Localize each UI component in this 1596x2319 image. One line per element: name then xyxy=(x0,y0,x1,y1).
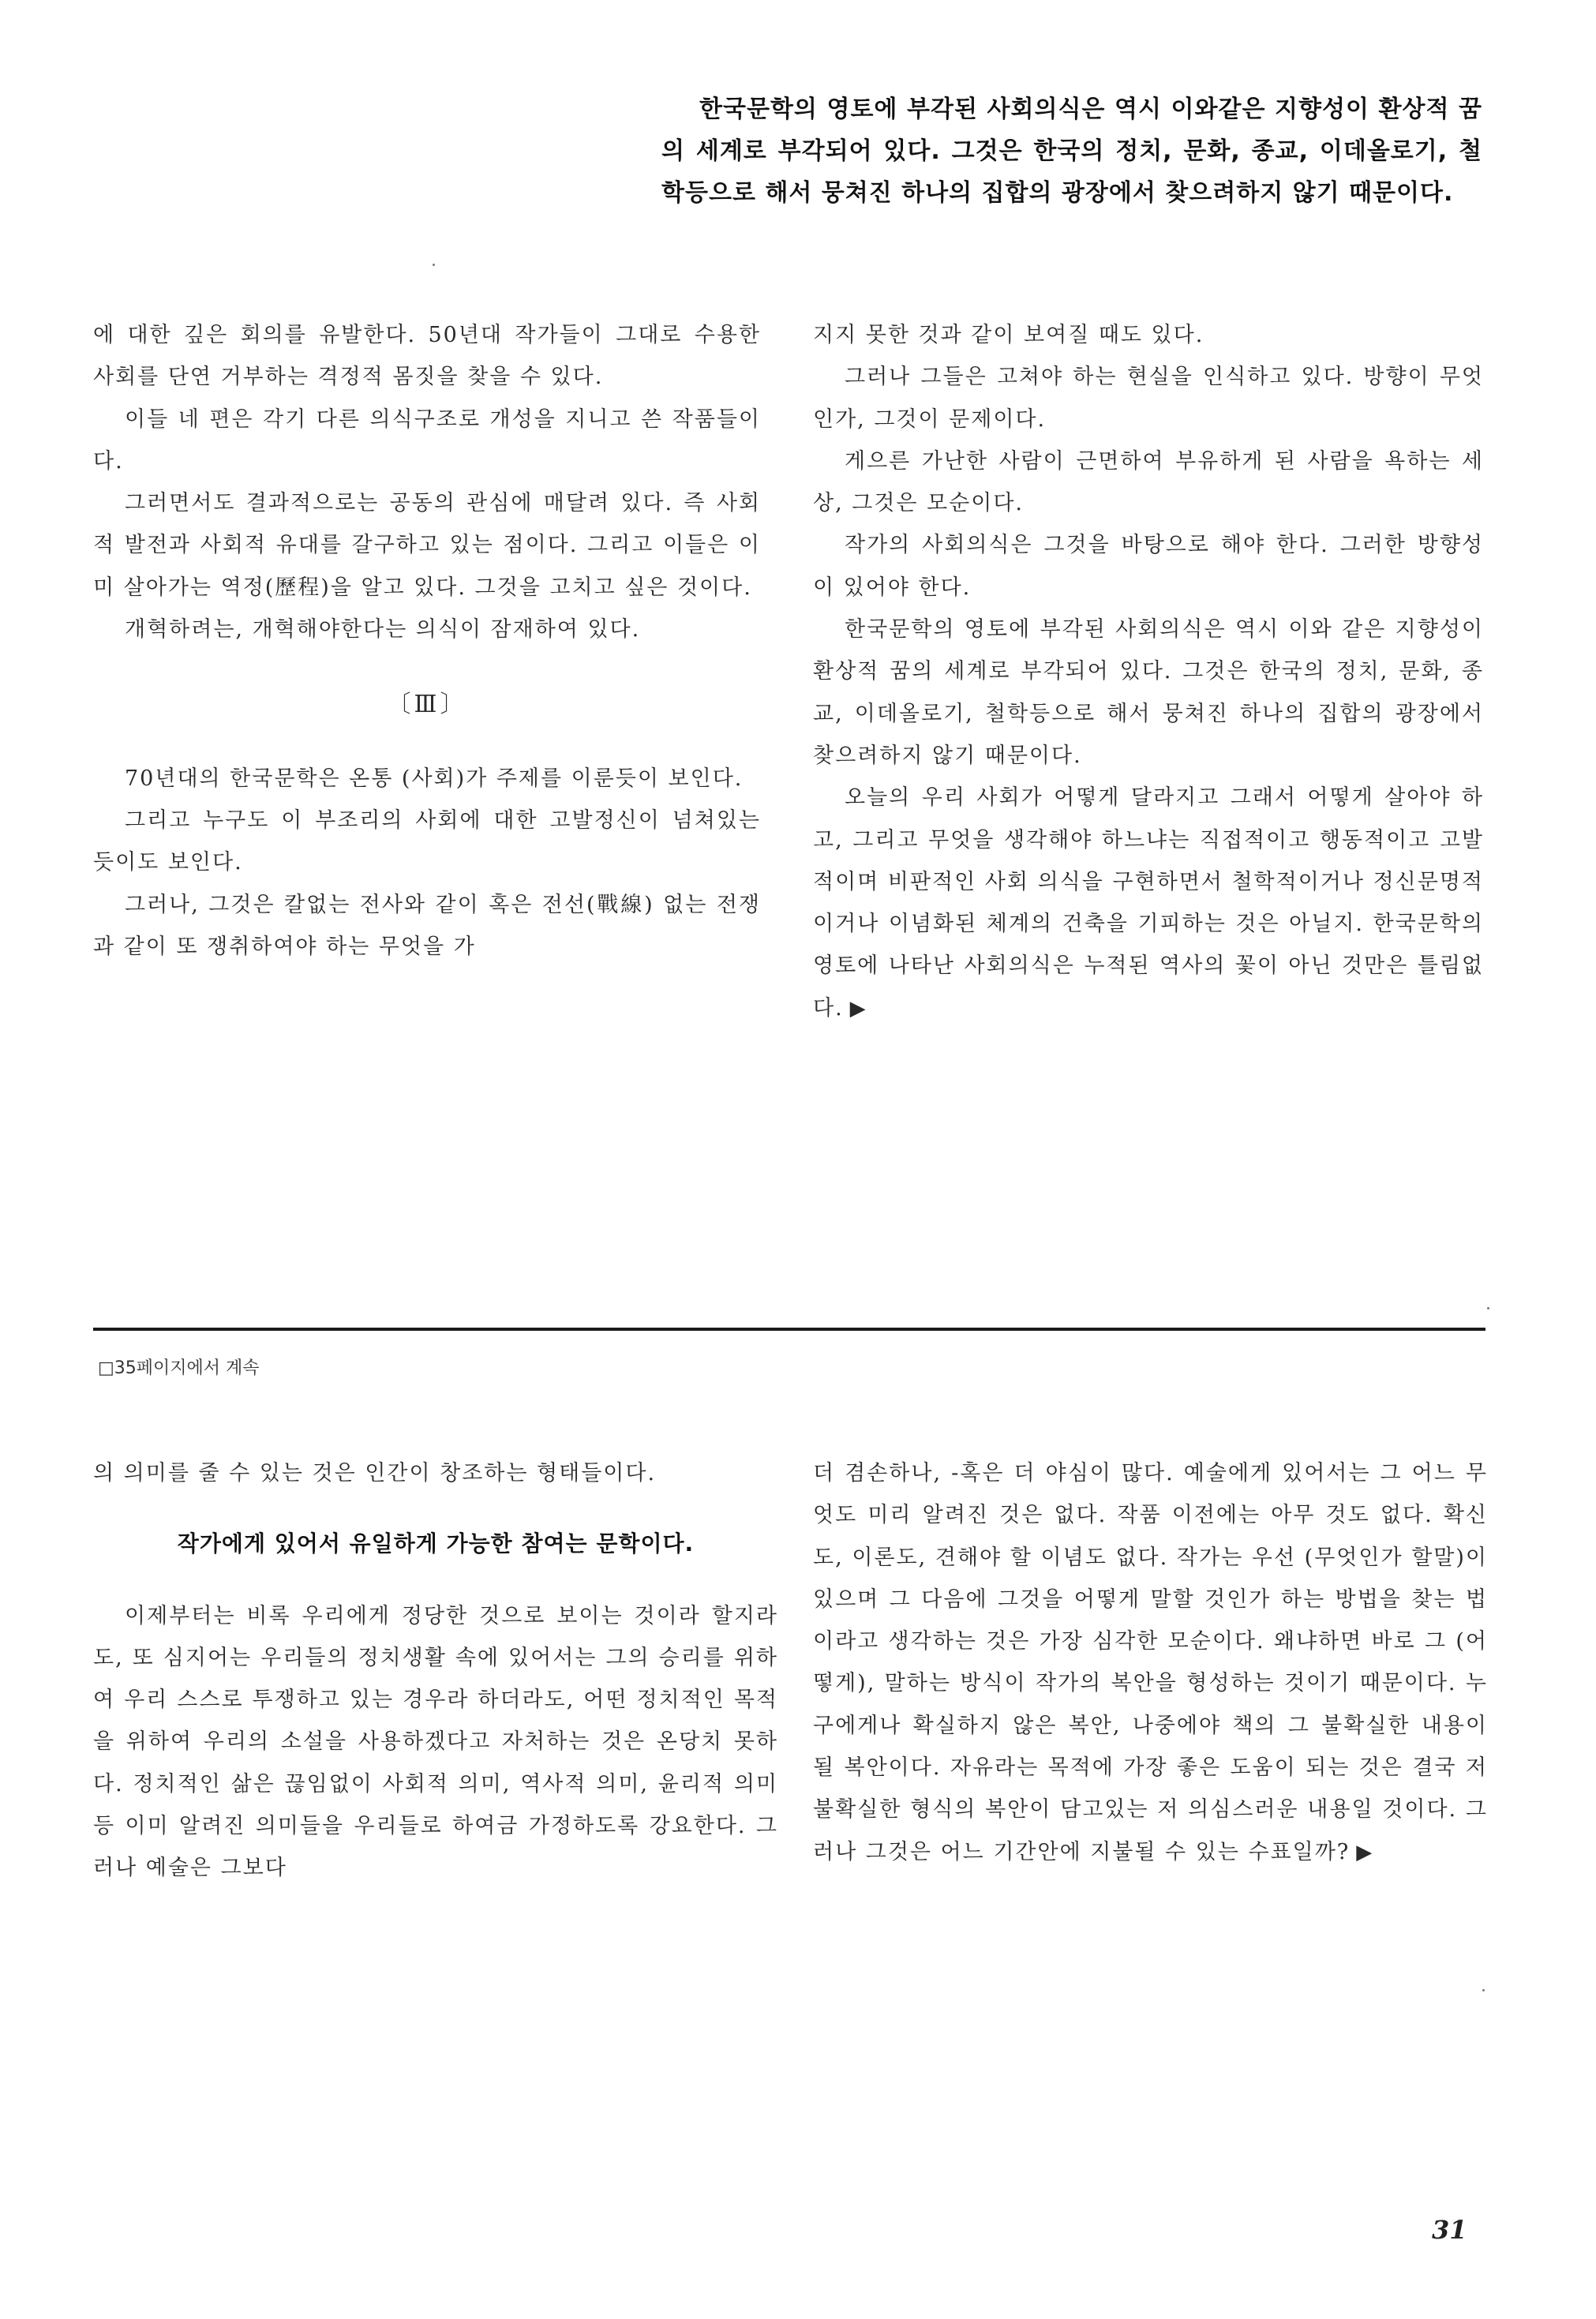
scan-speck xyxy=(433,264,435,266)
paragraph-last xyxy=(813,777,1484,1030)
lower-left-column xyxy=(93,1452,778,1890)
paragraph: 이들 네 편은 각기 다른 의식구조로 개성을 지니고 쓴 작품들이다. xyxy=(93,406,761,474)
pull-quote xyxy=(661,88,1482,214)
paragraph: 그리고 누구도 이 부조리의 사회에 대한 고발정신이 넘쳐있는 듯이도 보인다. xyxy=(93,807,761,875)
upper-left-column xyxy=(93,314,761,968)
paragraph-text: 오늘의 우리 사회가 어떻게 달라지고 그래서 어떻게 살아야 하고, 그리고 무엇을 생각해야 하느냐는 직접적이고 행동적이고 고발적이며 비판적인 사회 의식을 구현하면서 철학적이거나 정신문명적이거나 이념화된 체계의 건축을 기피하는 것은 아닐지. 한국문학의 영토에 나타난 사회의식은 누적된 역사의 꽃이 아닌 것만은 틀림없다. xyxy=(813,785,1484,1021)
continue-arrow-icon: ▶ xyxy=(1356,1840,1374,1864)
scan-speck xyxy=(1487,1307,1489,1309)
section-heading: 〔Ⅲ〕 xyxy=(387,691,467,719)
paragraph: 개혁하려는, 개혁해야한다는 의식이 잠재하여 있다. xyxy=(125,617,641,643)
paragraph: 그러나 그들은 고쳐야 하는 현실을 인식하고 있다. 방향이 무엇인가, 그것이 문제이다. xyxy=(813,365,1484,432)
paragraph-last xyxy=(813,1452,1488,1874)
paragraph: 70년대의 한국문학은 온통 (사회)가 주제를 이룬듯이 보인다. xyxy=(125,766,744,791)
paragraph: 의 의미를 줄 수 있는 것은 인간이 창조하는 형태들이다. xyxy=(93,1461,657,1485)
paragraph: 지지 못한 것과 같이 보여질 때도 있다. xyxy=(813,323,1204,347)
paragraph: 에 대한 깊은 회의를 유발한다. 50년대 작가들이 그대로 수용한 사회를 단연 거부하는 격정적 몸짓을 찾을 수 있다. xyxy=(93,323,761,390)
paragraph: 그러면서도 결과적으로는 공동의 관심에 매달려 있다. 즉 사회적 발전과 사회적 유대를 갈구하고 있는 점이다. 그리고 이들은 이미 살아가는 역정(歷程)을 알고 있다. 그것을 고치고 싶은 것이다. xyxy=(93,491,761,600)
paragraph: 그러나, 그것은 칼없는 전사와 같이 혹은 전선(戰線) 없는 전쟁과 같이 또 쟁취하여야 하는 무엇을 가 xyxy=(93,892,761,959)
paragraph: 한국문학의 영토에 부각된 사회의식은 역시 이와 같은 지향성이 환상적 꿈의 세계로 부각되어 있다. 그것은 한국의 정치, 문화, 종교, 이데올로기, 철학등으로 해서 뭉쳐진 하나의 집합의 광장에서 찾으려하지 않기 때문이다. xyxy=(813,617,1484,768)
section-divider xyxy=(93,1328,1485,1331)
paragraph-text: 더 겸손하나, -혹은 더 야심이 많다. 예술에게 있어서는 그 어느 무엇도 미리 알려진 것은 없다. 작품 이전에는 아무 것도 없다. 확신도, 이론도, 견해야 할 이념도 없다. 작가는 우선 (무엇인가 할말)이 있으며 그 다음에 그것을 어떻게 말할 것인가 하는 방법을 찾는 법이라고 생각하는 것은 가장 심각한 모순이다. 왜냐하면 바로 그 (어떻게), 말하는 방식이 작가의 복안을 형성하는 것이기 때문이다. 누구에게나 확실하지 않은 복안, 나중에야 책의 그 불확실한 내용이 될 복안이다. 자유라는 목적에 가장 좋은 도움이 되는 것은 결국 저 불확실한 형식의 복안이 담고있는 저 의심스러운 내용일 것이다. 그러나 그것은 어느 기간안에 지불될 수 있는 수표일까? xyxy=(813,1461,1488,1864)
continue-arrow-icon: ▶ xyxy=(849,996,867,1021)
lower-right-column xyxy=(813,1452,1488,1874)
subheading: 작가에게 있어서 유일하게 가능한 참여는 문학이다. xyxy=(177,1530,695,1557)
page-number: 31 xyxy=(1432,2215,1467,2245)
upper-right-column xyxy=(813,314,1484,1030)
paragraph: 이제부터는 비록 우리에게 정당한 것으로 보이는 것이라 할지라도, 또 심지어는 우리들의 정치생활 속에 있어서는 그의 승리를 위하여 우리 스스로 투쟁하고 있는 경우라 하더라도, 어떤 정치적인 목적을 위하여 우리의 소설을 사용하겠다고 자처하는 것은 온당치 못하다. 정치적인 삶은 끊임없이 사회적 의미, 역사적 의미, 윤리적 의미등 이미 알려진 의미들을 우리들로 하여금 가정하도록 강요한다. 그러나 예술은 그보다 xyxy=(93,1603,778,1881)
pull-quote-text: 한국문학의 영토에 부각된 사회의식은 역시 이와같은 지향성이 환상적 꿈의 세계로 부각되어 있다. 그것은 한국의 정치, 문화, 종교, 이데올로기, 철학등으로 해서 뭉쳐진 하나의 집합의 광장에서 찾으려하지 않기 때문이다. xyxy=(661,96,1482,207)
paragraph: 게으른 가난한 사람이 근면하여 부유하게 된 사람을 욕하는 세상, 그것은 모순이다. xyxy=(813,448,1484,516)
continuation-note: □35페이지에서 계속 xyxy=(98,1358,260,1378)
paragraph: 작가의 사회의식은 그것을 바탕으로 해야 한다. 그러한 방향성이 있어야 한다. xyxy=(813,533,1484,600)
scan-speck xyxy=(1482,1989,1485,1991)
